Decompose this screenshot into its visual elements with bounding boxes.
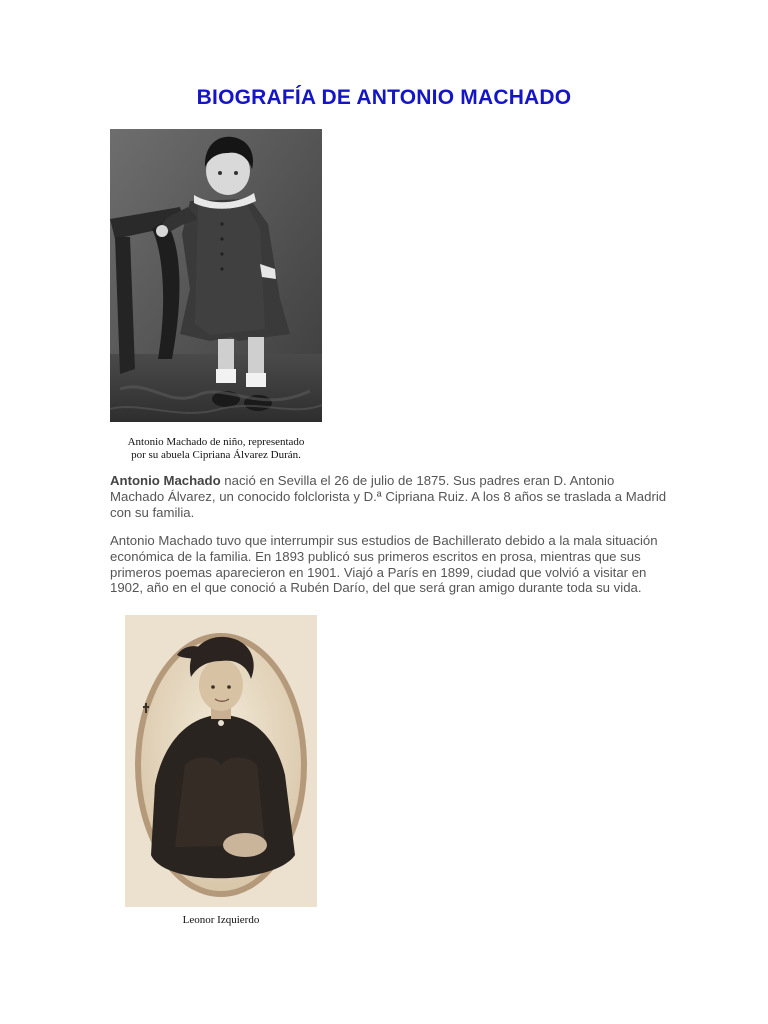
paragraph-birth-text: nació en Sevilla el 26 de julio de 1875. Sus padres eran D. Antonio Machado Álvarez, un conocido folclorista y D.ª Cipriana Ruiz. A los 8 años se traslada a Madrid con su familia. [110,473,667,520]
child-portrait-photo [110,129,322,422]
woman-oval-portrait-photo [125,615,317,907]
page-title: BIOGRAFÍA DE ANTONIO MACHADO [196,86,572,109]
photo2-caption: Leonor Izquierdo [182,914,260,926]
photo1-caption [100,436,332,462]
paragraph-studies: Antonio Machado tuvo que interrumpir sus estudios de Bachillerato debido a la mala situación económica de la familia. En 1893 publicó sus primeros escritos en prosa, mientras que sus primeros poemas aparecieron en 1901. Viajó a París en 1899, ciudad que volvió a visitar en 1902, año en el que conoció a Rubén Darío, del que será gran amigo durante toda su vida. [110,533,658,596]
photo1-caption-line2: por su abuela Cipriana Álvarez Durán. [131,449,301,461]
paragraph-birth [110,473,670,520]
photo1-caption-line1: Antonio Machado de niño, representado [127,436,305,448]
paragraph-bold-name: Antonio Machado [110,473,221,488]
